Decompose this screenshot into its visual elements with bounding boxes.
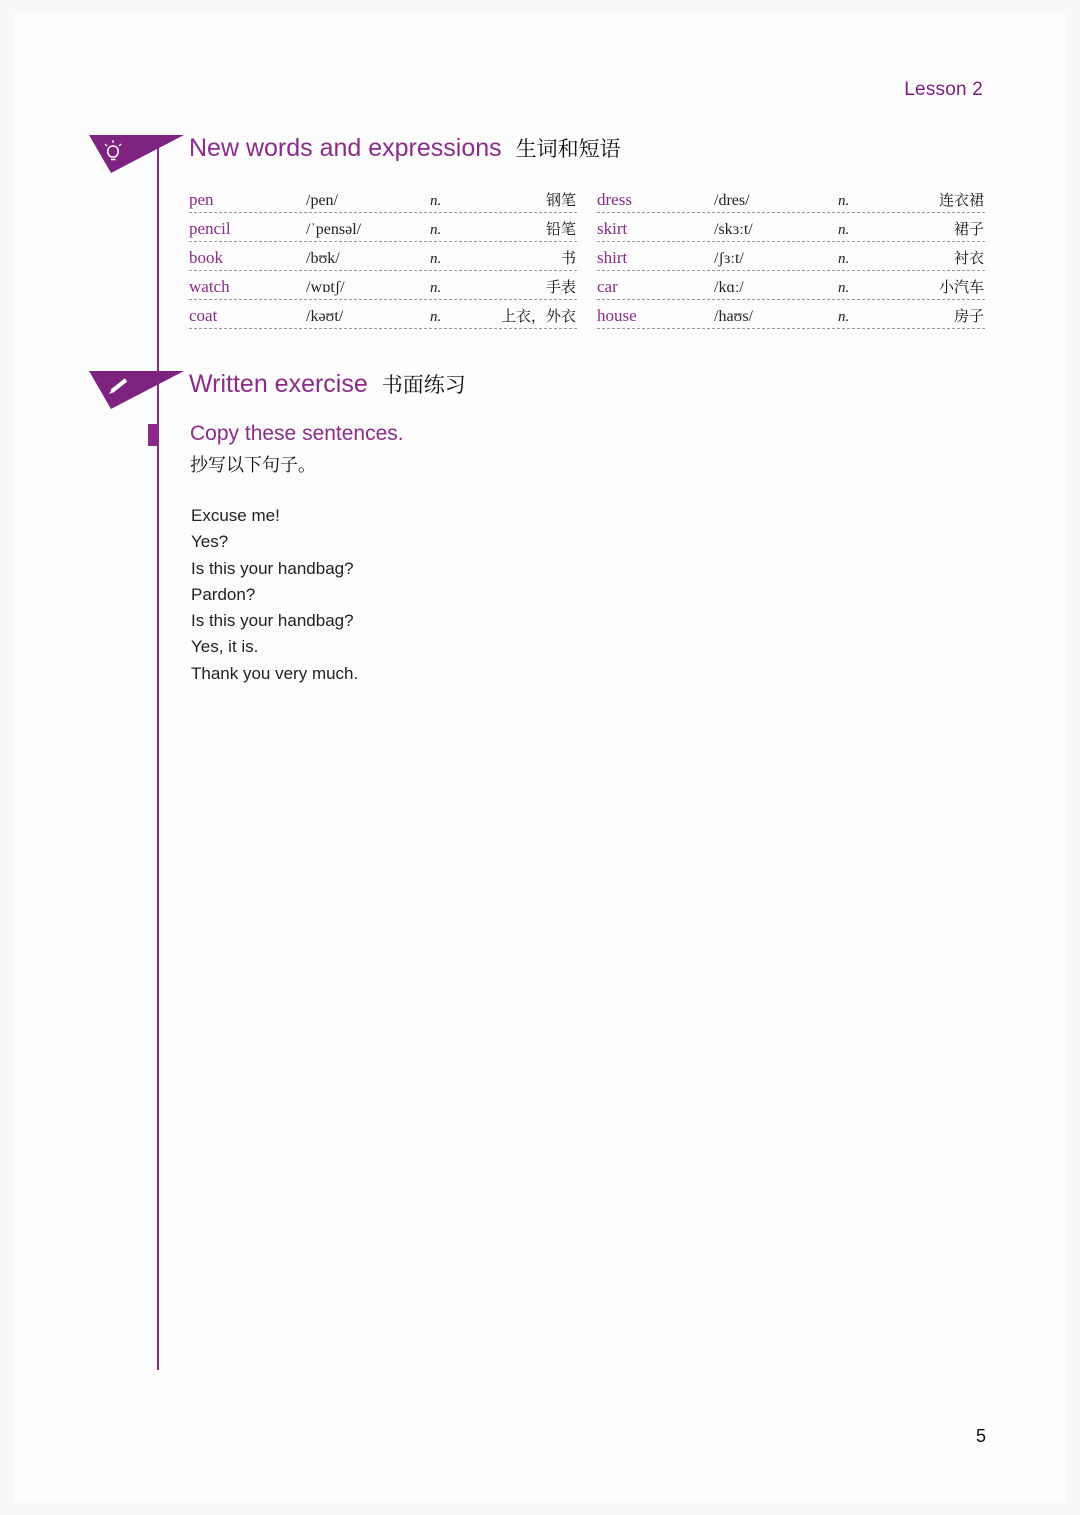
vocab-translation: 小汽车: [938, 278, 984, 296]
vocab-ipa: /ˈpensəl/: [306, 221, 362, 238]
vocab-pos: n.: [430, 280, 442, 296]
written-exercise-title: [189, 369, 466, 399]
vocab-word: dress: [597, 190, 632, 209]
vocab-translation: 连衣裙: [938, 191, 984, 209]
vocab-pos: n.: [838, 222, 850, 238]
sentence-line: Thank you very much.: [191, 663, 359, 683]
vocab-ipa: /bʊk/: [306, 250, 340, 267]
new-words-title-en: New words and expressions: [189, 134, 502, 162]
vocab-row: [189, 300, 577, 329]
new-words-title-cn: 生词和短语: [515, 138, 621, 161]
lesson-label: Lesson 2: [904, 79, 983, 100]
vocab-pos: n.: [838, 309, 850, 325]
sentence-line: Excuse me!: [191, 506, 280, 525]
written-exercise-title-cn: 书面练习: [381, 374, 466, 397]
vocab-translation: 铅笔: [545, 220, 576, 238]
vocab-word: pen: [189, 190, 214, 209]
vocab-pos: n.: [838, 280, 850, 296]
vocab-pos: n.: [430, 251, 442, 267]
vocab-ipa: /pen/: [306, 192, 338, 209]
vocab-row: [189, 213, 577, 242]
instruction-marker: [148, 424, 158, 446]
sentence-line: Is this your handbag?: [191, 558, 354, 578]
vocab-word: shirt: [597, 248, 628, 267]
vocab-row: [597, 242, 985, 271]
vocab-ipa: /skɜːt/: [714, 221, 753, 238]
vocab-word: car: [597, 277, 618, 296]
written-exercise-flag: [89, 371, 184, 409]
vocab-word: coat: [189, 306, 218, 325]
vocab-pos: n.: [838, 193, 850, 209]
vocab-word: house: [597, 306, 637, 325]
written-exercise-title-en: Written exercise: [189, 370, 368, 398]
vocab-translation: 房子: [953, 307, 984, 325]
vocab-translation: 手表: [545, 278, 576, 296]
vocab-ipa: /kɑː/: [714, 279, 744, 296]
vocab-translation: 上衣，外衣: [500, 307, 576, 325]
new-words-flag: [89, 135, 184, 173]
sentence-line: Yes, it is.: [191, 637, 259, 657]
vocab-pos: n.: [430, 222, 442, 238]
vocab-word: skirt: [597, 219, 628, 238]
vocab-row: [189, 184, 577, 213]
vocab-ipa: /haʊs/: [714, 308, 753, 325]
vocab-ipa: /kəʊt/: [306, 308, 344, 325]
vocab-translation: 衬衣: [953, 249, 984, 267]
vocab-translation: 钢笔: [545, 191, 576, 209]
sentence-line: Is this your handbag?: [191, 611, 354, 631]
margin-rule: [157, 140, 159, 1370]
vocab-ipa: /dres/: [714, 192, 750, 209]
vocab-word: pencil: [189, 219, 231, 238]
vocab-pos: n.: [430, 193, 442, 209]
instruction-cn: 抄写以下句子。: [190, 455, 316, 475]
vocab-ipa: /ʃɜːt/: [714, 250, 744, 267]
vocab-pos: n.: [430, 309, 442, 325]
vocab-table-left: [189, 184, 577, 329]
sentence-line: Pardon?: [191, 584, 256, 604]
vocab-row: [597, 300, 985, 329]
sentence-list: [191, 503, 358, 687]
page-number: 5: [975, 1426, 986, 1446]
vocab-word: book: [189, 248, 223, 267]
vocab-translation: 裙子: [953, 220, 984, 238]
vocab-row: [597, 213, 985, 242]
vocab-row: [597, 184, 985, 213]
sentence-line: Yes?: [191, 532, 229, 552]
vocab-row: [189, 242, 577, 271]
instruction-en: Copy these sentences.: [190, 422, 404, 445]
new-words-title: [189, 133, 621, 163]
vocab-pos: n.: [838, 251, 850, 267]
vocab-row: [597, 271, 985, 300]
vocab-translation: 书: [560, 249, 576, 267]
vocab-table-right: [597, 184, 985, 329]
vocab-ipa: /wɒtʃ/: [306, 279, 345, 296]
vocab-word: watch: [189, 277, 230, 296]
vocab-row: [189, 271, 577, 300]
